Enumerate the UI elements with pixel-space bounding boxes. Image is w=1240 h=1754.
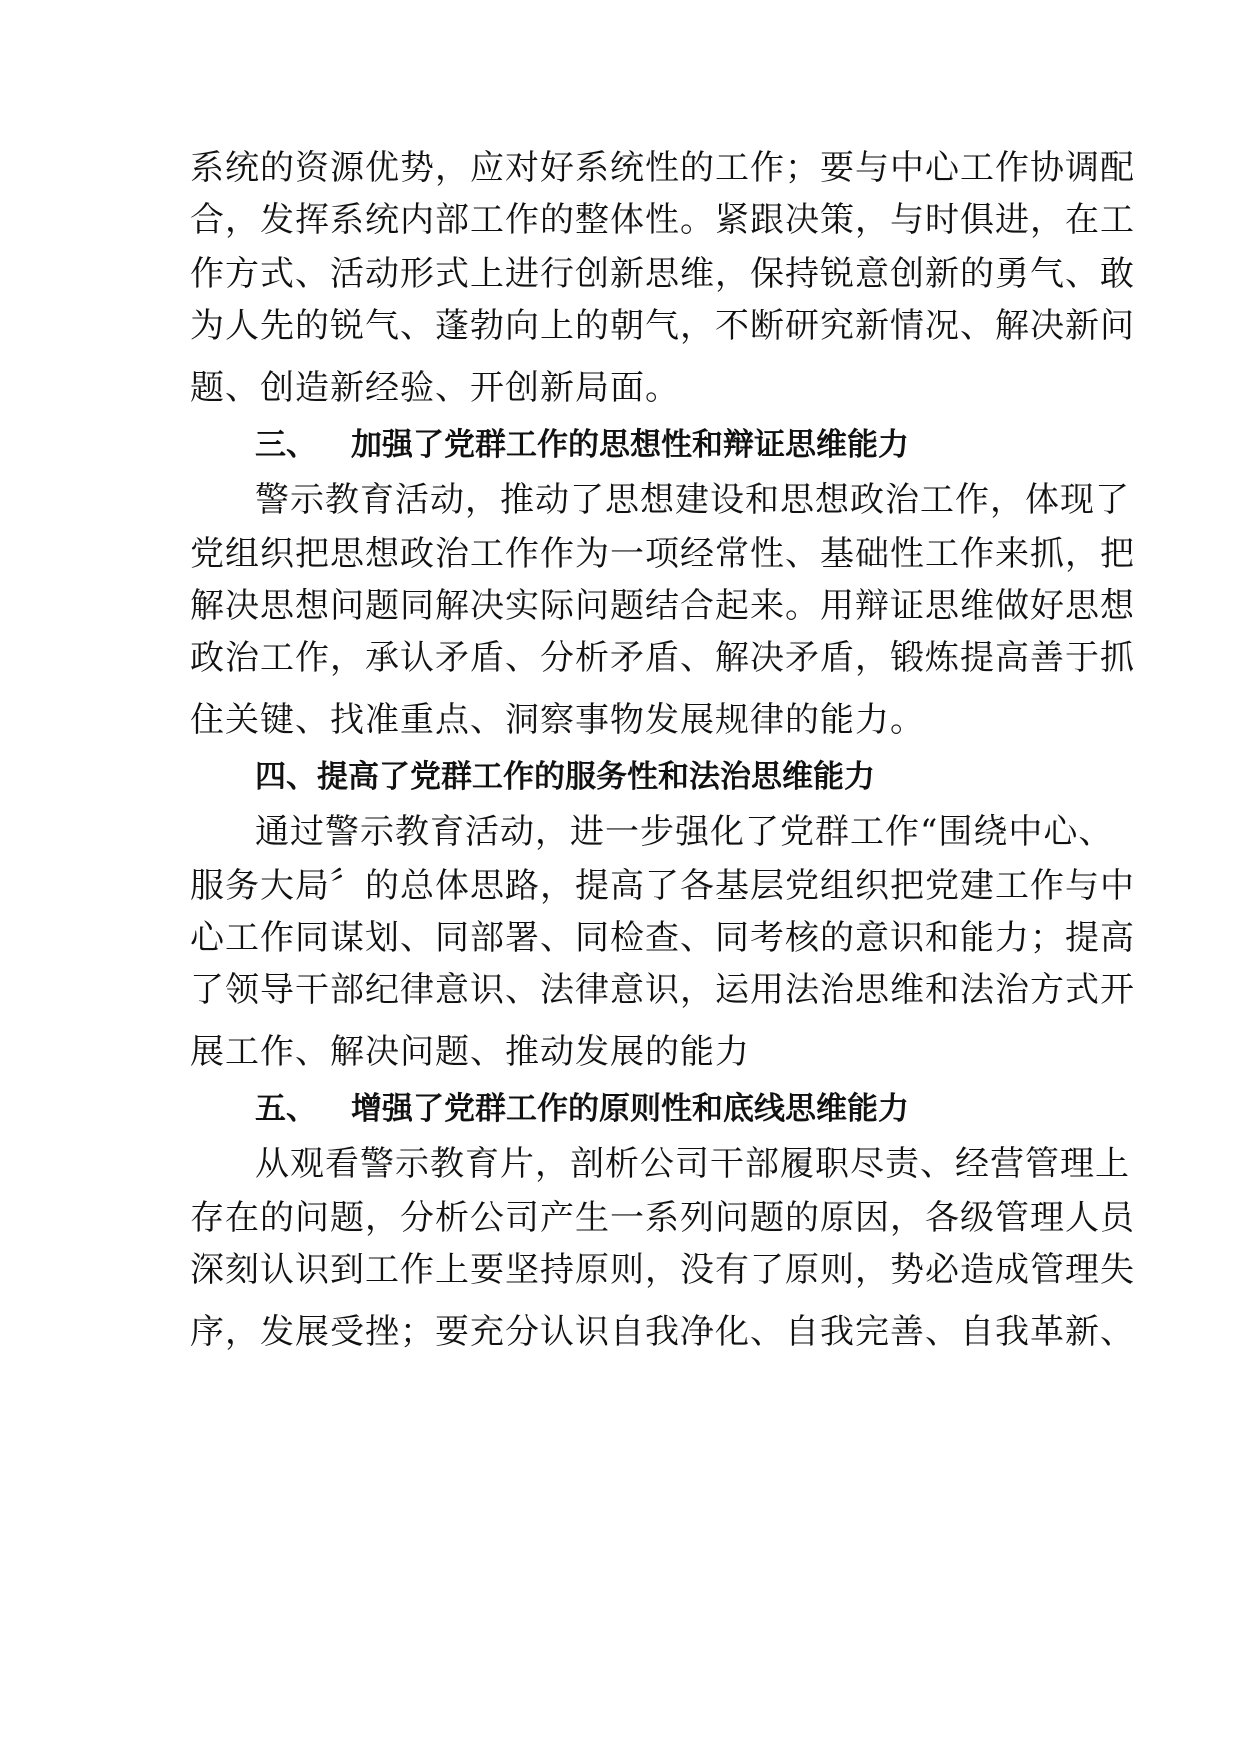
section-3-line-4: 政治工作，承认矛盾、分析矛盾、解决矛盾，锻炼提高善于抓 (190, 638, 1135, 678)
section-5-title: 增强了党群工作的原则性和底线思维能力 (351, 1091, 909, 1127)
section-5-heading (255, 1089, 909, 1129)
section-5-line-2: 存在的问题，分析公司产生一系列问题的原因，各级管理人员 (190, 1198, 1135, 1238)
paragraph-1-line-1: 系统的资源优势，应对好系统性的工作；要与中心工作协调配 (190, 148, 1135, 188)
section-3-line-1: 警示教育活动，推动了思想建设和思想政治工作，体现了 (255, 480, 1130, 520)
section-5-line-4: 序，发展受挫；要充分认识自我净化、自我完善、自我革新、 (190, 1312, 1135, 1352)
section-5-number: 五、 (255, 1091, 317, 1127)
section-4-line-3: 心工作同谋划、同部署、同检查、同考核的意识和能力；提高 (190, 918, 1135, 958)
paragraph-1-line-2: 合，发挥系统内部工作的整体性。紧跟决策，与时俱进，在工 (190, 200, 1135, 240)
section-3-line-3: 解决思想问题同解决实际问题结合起来。用辩证思维做好思想 (190, 586, 1135, 626)
section-5-line-3: 深刻认识到工作上要坚持原则，没有了原则，势必造成管理失 (190, 1250, 1135, 1290)
section-4-heading: 四、提高了党群工作的服务性和法治思维能力 (255, 759, 875, 795)
section-3-heading (255, 425, 909, 465)
section-4-line-5: 展工作、解决问题、推动发展的能力 (190, 1032, 750, 1072)
section-3-number: 三、 (255, 427, 317, 463)
section-3-line-2: 党组织把思想政治工作作为一项经常性、基础性工作来抓，把 (190, 534, 1135, 574)
paragraph-1-line-3: 作方式、活动形式上进行创新思维，保持锐意创新的勇气、敢 (190, 254, 1135, 294)
section-3-title: 加强了党群工作的思想性和辩证思维能力 (351, 427, 909, 463)
paragraph-1-line-5: 题、创造新经验、开创新局面。 (190, 368, 680, 408)
paragraph-1-line-4: 为人先的锐气、蓬勃向上的朝气，不断研究新情况、解决新问 (190, 306, 1135, 346)
section-5-line-1: 从观看警示教育片，剖析公司干部履职尽责、经营管理上 (255, 1144, 1130, 1184)
section-3-line-5: 住关键、找准重点、洞察事物发展规律的能力。 (190, 700, 925, 740)
section-4-line-1: 通过警示教育活动，进一步强化了党群工作“围绕中心、 (255, 812, 1114, 852)
section-4-line-2: 服务大局〞的总体思路，提高了各基层党组织把党建工作与中 (190, 866, 1135, 906)
section-4-line-4: 了领导干部纪律意识、法律意识，运用法治思维和法治方式开 (190, 970, 1135, 1010)
